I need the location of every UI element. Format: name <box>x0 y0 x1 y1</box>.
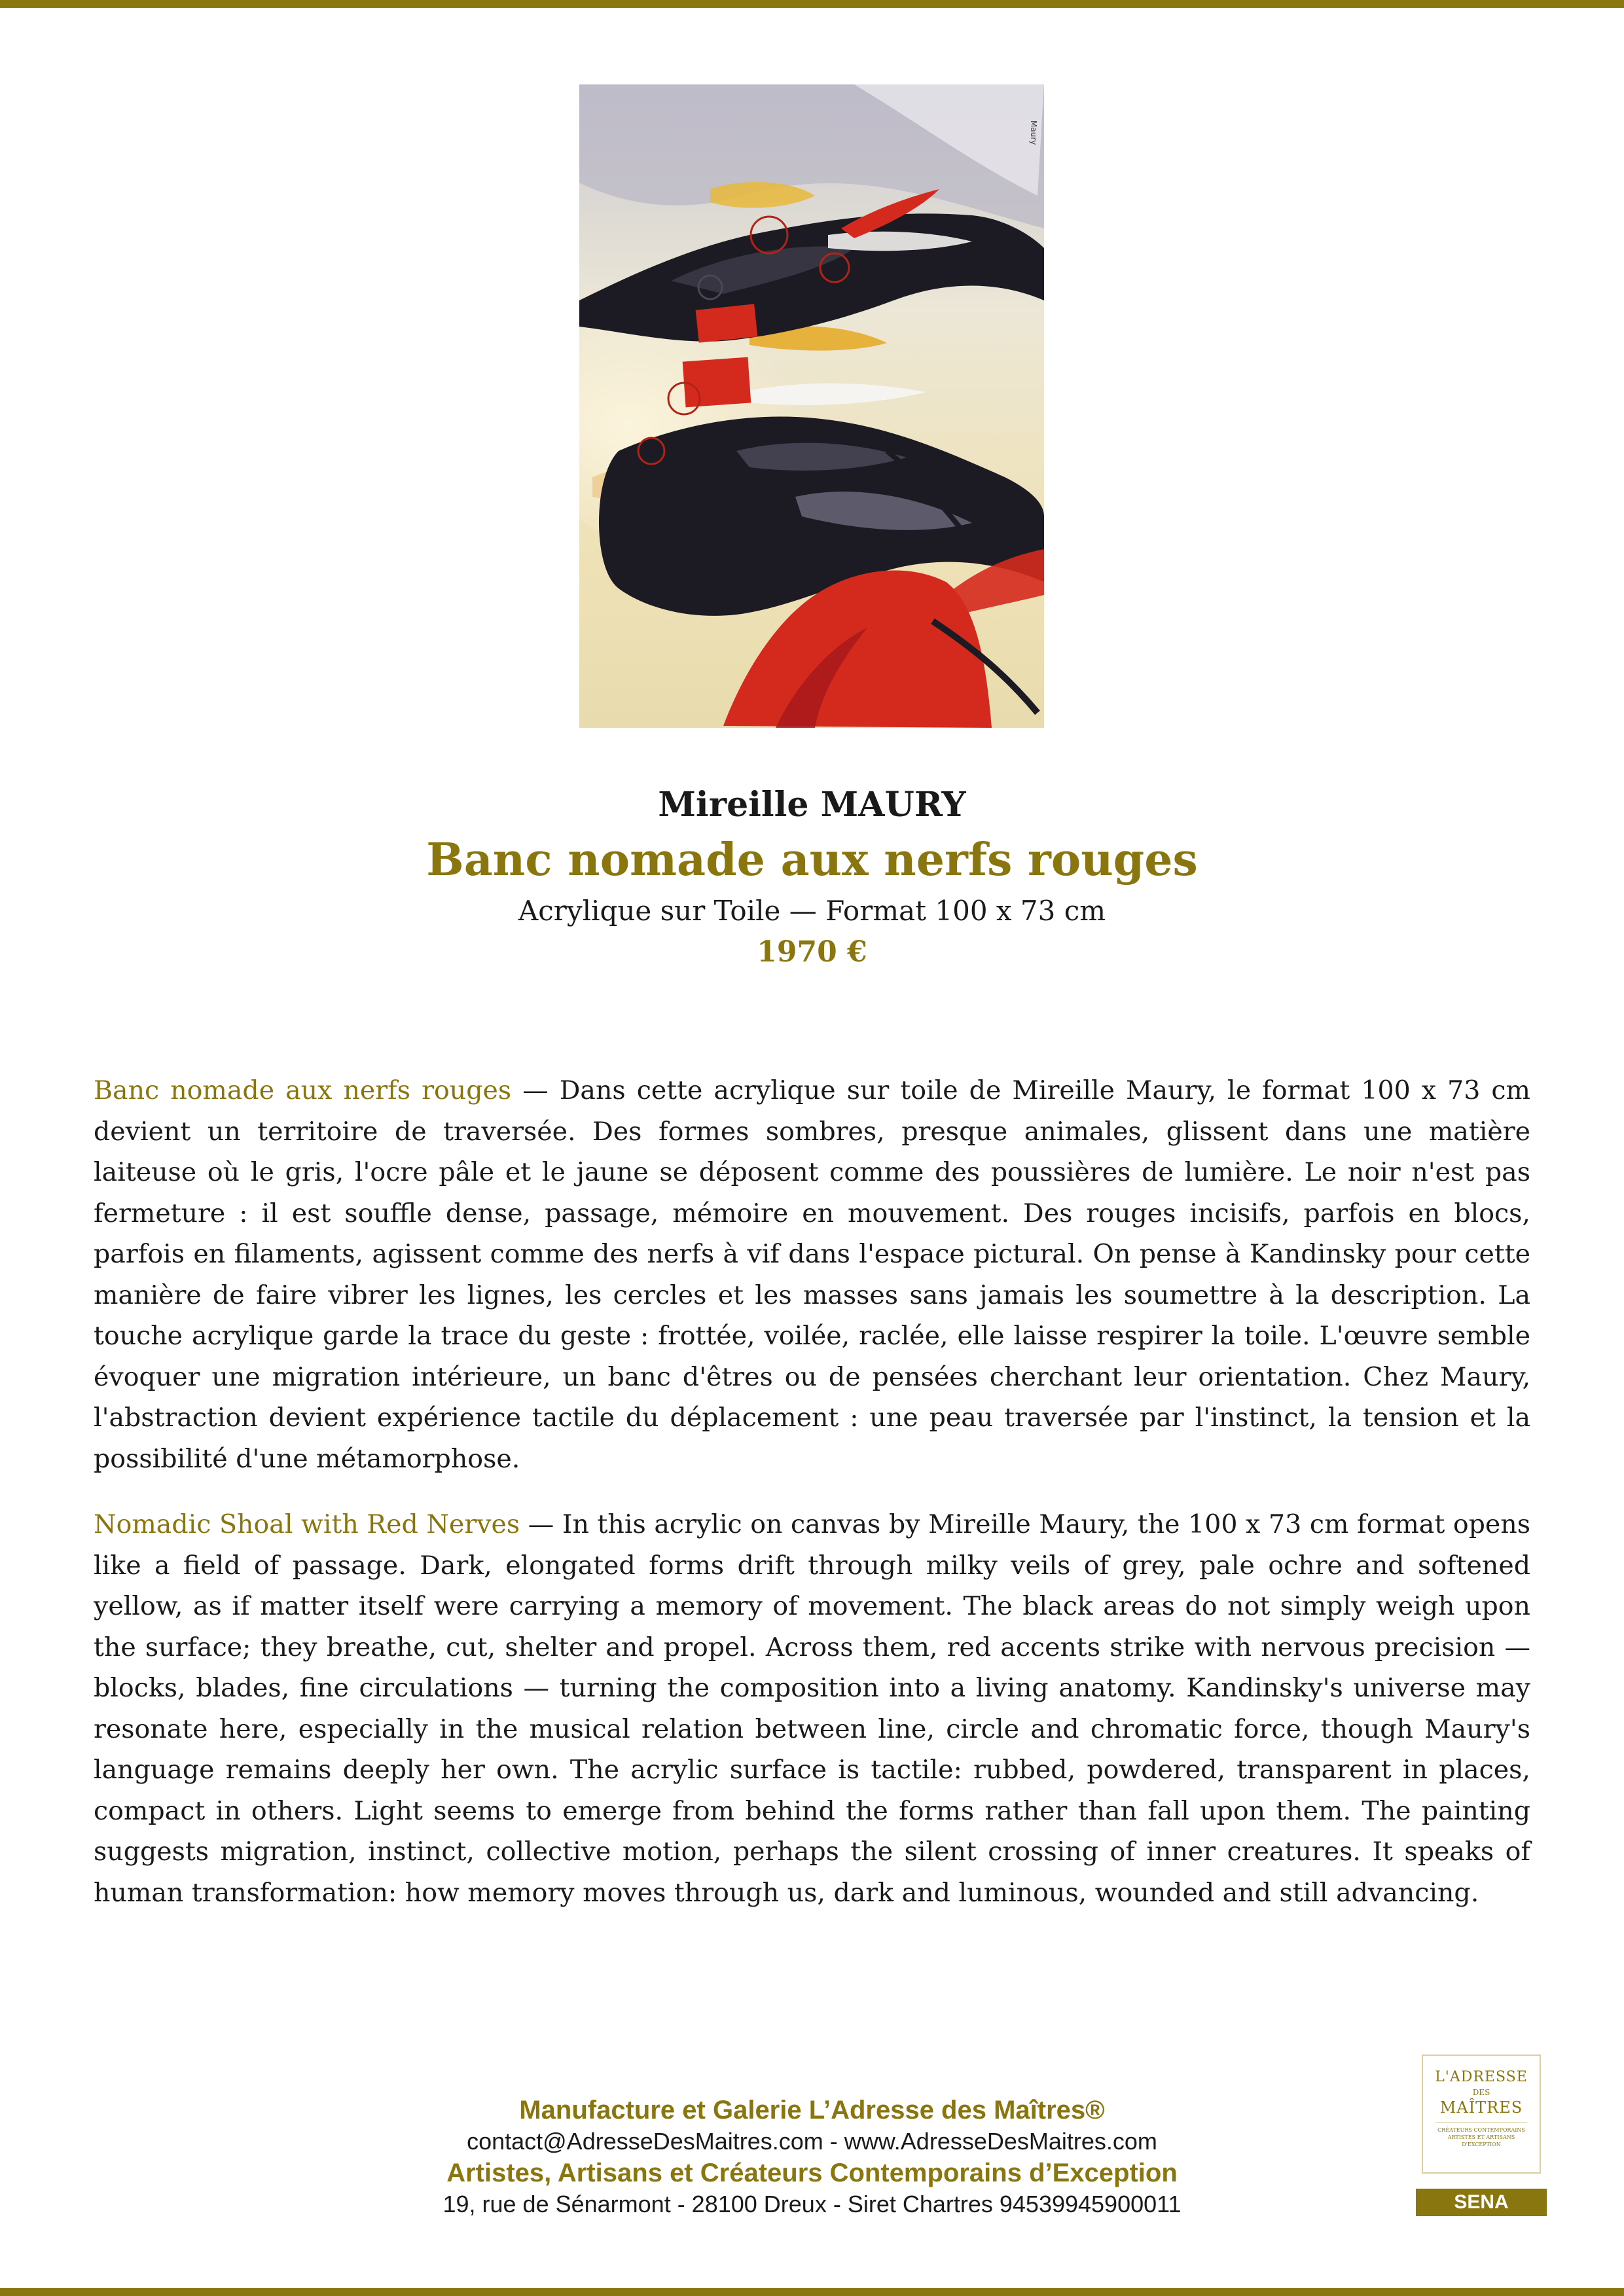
description-english <box>94 1504 1530 1913</box>
logo-line-2: DES <box>1472 2088 1490 2097</box>
sena-badge: SENA <box>1416 2189 1547 2216</box>
logo-line-4: CRÉATEURS CONTEMPORAINS ARTISTES ET ARTISANS D'EXCEPTION <box>1437 2127 1525 2147</box>
logo-divider <box>1435 2122 1527 2123</box>
artwork-title: Banc nomade aux nerfs rouges <box>426 834 1198 886</box>
artwork-image <box>579 84 1044 728</box>
description-french-lead: Banc nomade aux nerfs rouges <box>94 1075 512 1105</box>
footer <box>0 2094 1624 2220</box>
artwork-header <box>0 782 1624 972</box>
description-english-text: — In this acrylic on canvas by Mireille Maury, the 100 x 73 cm format opens like a field of passage. Dark, elongated forms drift through milky veils of grey, pale ochre and softened yellow, as if matter itself were carrying a memory of movement. The black areas do not simply weigh upon the surface; they breathe, cut, shelter and propel. Across them, red accents strike with nervous precision — blocks, blades, fine circulations — turning the composition into a living anatomy. Kandinsky's universe may resonate here, especially in the musical relation between line, circle and chromatic force, though Maury's language remains deeply her own. The acrylic surface is tactile: rubbed, powdered, transparent in places, compact in others. Light seems to emerge from behind the forms rather than fall upon them. The painting suggests migration, instinct, collective motion, perhaps the silent crossing of inner creatures. It speaks of human transformation: how memory moves through us, dark and luminous, wounded and still advancing. <box>94 1509 1530 1908</box>
footer-tagline: Artistes, Artisans et Créateurs Contemporains d’Exception <box>446 2159 1178 2187</box>
footer-address: 19, rue de Sénarmont - 28100 Dreux - Siret Chartres 94539945900011 <box>442 2191 1182 2217</box>
artwork-medium: Acrylique sur Toile — Format 100 x 73 cm <box>518 895 1106 927</box>
artwork-price: 1970 € <box>757 935 867 969</box>
description-english-lead: Nomadic Shoal with Red Nerves <box>94 1509 520 1539</box>
artist-name: Mireille MAURY <box>658 785 966 825</box>
logo-line-3: MAÎTRES <box>1439 2098 1523 2117</box>
footer-gallery-name: Manufacture et Galerie L’Adresse des Maîtres® <box>519 2096 1105 2125</box>
artwork-signature: Maury <box>1029 120 1038 145</box>
bottom-rule <box>0 2288 1624 2296</box>
logo-line-1: L'ADRESSE <box>1435 2069 1528 2085</box>
description-french <box>94 1070 1530 1479</box>
footer-contact: contact@AdresseDesMaitres.com - www.AdresseDesMaitres.com <box>467 2128 1157 2155</box>
gallery-logo <box>1422 2054 1541 2174</box>
artwork-description <box>94 1070 1530 1938</box>
description-french-text: — Dans cette acrylique sur toile de Mireille Maury, le format 100 x 73 cm devient un territoire de traversée. Des formes sombres, presque animales, glissent dans une matière laiteuse où le gris, l'ocre pâle et le jaune se déposent comme des poussières de lumière. Le noir n'est pas fermeture : il est souffle dense, passage, mémoire en mouvement. Des rouges incisifs, parfois en blocs, parfois en filaments, agissent comme des nerfs à vif dans l'espace pictural. On pense à Kandinsky pour cette manière de faire vibrer les lignes, les cercles et les masses sans jamais les soumettre à la description. La touche acrylique garde la trace du geste : frottée, voilée, raclée, elle laisse respirer la toile. L'œuvre semble évoquer une migration intérieure, un banc d'êtres ou de pensées cherchant leur orientation. Chez Maury, l'abstraction devient expérience tactile du déplacement : une peau traversée par l'instinct, la tension et la possibilité d'une métamorphose. <box>94 1075 1530 1474</box>
top-rule <box>0 0 1624 8</box>
